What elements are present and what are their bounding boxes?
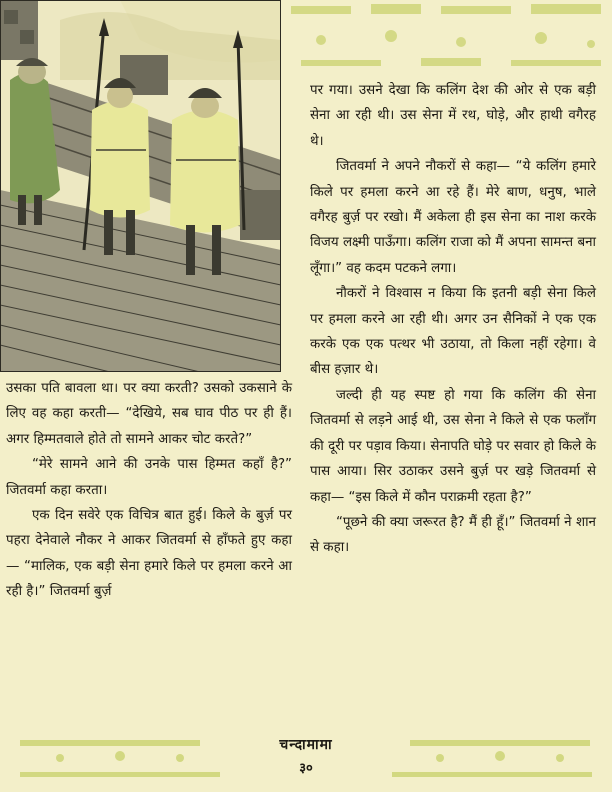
right-paragraph: पर गया। उसने देखा कि कलिंग देश की ओर से एक बड़ी सेना आ रही थी। उस सेना में रथ, घोड़े, और हाथी वगैरह थे। <box>310 83 596 149</box>
story-illustration <box>0 0 281 372</box>
magazine-title: चन्दामामा <box>279 737 333 753</box>
left-paragraph: उसका पति बावला था। पर क्या करती? उसको उकसाने के लिए वह कहा करती— “देखिये, सब घाव पीठ पर ही हैं। अगर हिम्मतवाले होते तो सामने आकर चोट करते?” <box>6 381 292 447</box>
left-text-column <box>6 376 292 605</box>
left-paragraph: एक दिन सवेरे एक विचित्र बात हुई। किले के बुर्ज़ पर पहरा देनेवाले नौकर ने आकर जितवर्मा से हाँफते हुए कहा— “मालिक, एक बड़ी सेना हमारे किले पर हमला करने आ रही है।” जितवर्मा बुर्ज़ <box>6 508 292 600</box>
page-number: ३० <box>299 761 313 776</box>
left-paragraph: “मेरे सामने आने की उनके पास हिम्मत कहाँ है?” जितवर्मा कहा करता। <box>6 457 292 498</box>
right-paragraph: जल्दी ही यह स्पष्ट हो गया कि कलिंग की सेना जितवर्मा से लड़ने आई थी, उस सेना ने किले से एक फलाँग की दूरी पर पड़ाव किया। सेनापति घोड़े पर सवार हो किले के पास आया। सिर उठाकर उसने बुर्ज़ पर खड़े जितवर्मा से कहा— “इस किले में कौन पराक्रमी रहता है?” <box>310 387 596 505</box>
right-paragraph: “पूछने की क्या जरूरत है? मैं ही हूँ।” जितवर्मा ने शान से कहा। <box>310 514 596 556</box>
right-paragraph: नौकरों ने विश्वास न किया कि इतनी बड़ी सेना किले पर हमला करने आ रही थी। अगर उन सैनिकों ने एक एक करके एक एक पत्थर भी उठाया, तो किला नहीं रहेगा। वे बीस हज़ार थे। <box>310 286 596 378</box>
right-paragraph: जितवर्मा ने अपने नौकरों से कहा— “ये कलिंग हमारे किले पर हमला करने आ रहे हैं। मेरे बाण, धनुष, भाले वगैरह बुर्ज़ पर रखो। मैं अकेला ही इस सेना का नाश करके विजय लक्ष्मी पाऊँगा। कलिंग राजा को मैं अपना सामन्त बना लूँगा।” वह कदम पटकने लगा। <box>310 159 596 276</box>
top-ornament-band <box>281 0 612 78</box>
right-text-column <box>310 78 596 561</box>
